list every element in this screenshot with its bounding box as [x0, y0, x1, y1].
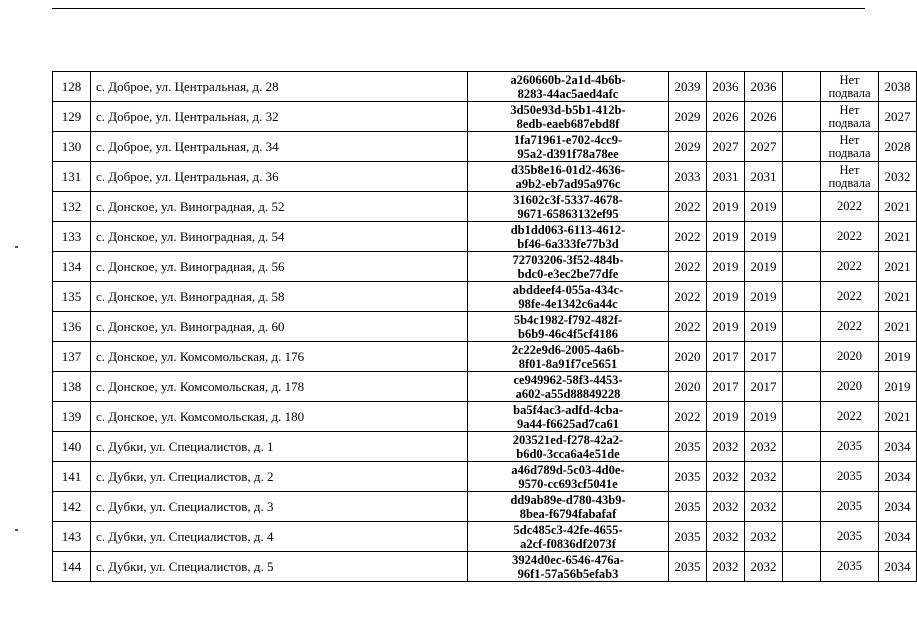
year-cell: 2021 [879, 222, 917, 252]
table-row [53, 282, 917, 312]
empty-cell [783, 522, 821, 552]
guid-cell [468, 132, 669, 162]
guid-cell-line: bdc0-e3ec2be77dfe [517, 266, 619, 281]
guid-cell-line: abddeef4-055a-434c- [512, 282, 624, 297]
year-cell: 2032 [707, 432, 745, 462]
row-number: 135 [53, 282, 91, 312]
row-number: 131 [53, 162, 91, 192]
year-cell: 2034 [879, 522, 917, 552]
guid-cell-line: a602-a55d88849228 [515, 386, 621, 401]
guid-cell-line: db1dd063-6113-4612- [510, 222, 626, 237]
address-cell: с. Дубки, ул. Специалистов, д. 1 [91, 432, 468, 462]
basement-cell-line: 2035 [837, 469, 862, 483]
row-number: 139 [53, 402, 91, 432]
empty-cell [783, 372, 821, 402]
year-cell: 2021 [879, 312, 917, 342]
basement-cell-line: 2035 [837, 439, 862, 453]
year-cell: 2019 [745, 222, 783, 252]
margin-mark [15, 246, 18, 248]
guid-cell [468, 282, 669, 312]
address-cell: с. Донское, ул. Комсомольская, д. 178 [91, 372, 468, 402]
empty-cell [783, 312, 821, 342]
empty-cell [783, 492, 821, 522]
empty-cell [783, 102, 821, 132]
guid-cell [468, 312, 669, 342]
year-cell: 2017 [707, 372, 745, 402]
basement-cell-line: 2022 [837, 229, 862, 243]
year-cell: 2032 [745, 432, 783, 462]
basement-cell [821, 252, 879, 282]
row-number: 140 [53, 432, 91, 462]
margin-mark [15, 529, 18, 531]
year-cell: 2034 [879, 492, 917, 522]
row-number: 128 [53, 72, 91, 102]
year-cell: 2019 [879, 342, 917, 372]
guid-cell-line: 5b4c1982-f792-482f- [513, 312, 623, 327]
year-cell: 2019 [707, 192, 745, 222]
guid-cell [468, 522, 669, 552]
year-cell: 2019 [707, 402, 745, 432]
guid-cell [468, 492, 669, 522]
empty-cell [783, 342, 821, 372]
basement-cell [821, 372, 879, 402]
year-cell: 2035 [669, 522, 707, 552]
guid-cell-line: a2cf-f0836df2073f [520, 536, 616, 551]
guid-cell-line: 98fe-4e1342c6a44c [518, 296, 618, 311]
year-cell: 2032 [745, 552, 783, 582]
guid-cell-line: 1fa71961-e702-4cc9- [513, 132, 623, 147]
address-cell: с. Доброе, ул. Центральная, д. 36 [91, 162, 468, 192]
year-cell: 2019 [745, 402, 783, 432]
guid-cell-line: b6d0-3cca6a4e51de [516, 446, 620, 461]
row-number: 141 [53, 462, 91, 492]
year-cell: 2022 [669, 282, 707, 312]
table-row [53, 252, 917, 282]
year-cell: 2039 [669, 72, 707, 102]
year-cell: 2036 [707, 72, 745, 102]
guid-cell [468, 552, 669, 582]
year-cell: 2032 [745, 492, 783, 522]
year-cell: 2027 [707, 132, 745, 162]
guid-cell-line: ce949962-58f3-4453- [513, 372, 623, 387]
year-cell: 2019 [879, 372, 917, 402]
guid-cell-line: a260660b-2a1d-4b6b- [510, 72, 626, 87]
guid-cell [468, 432, 669, 462]
guid-cell-line: bf46-6a333fe77b3d [517, 236, 619, 251]
empty-cell [783, 282, 821, 312]
basement-cell-line: Нет [839, 162, 860, 177]
basement-cell-line: 2022 [837, 289, 862, 303]
row-number: 144 [53, 552, 91, 582]
empty-cell [783, 132, 821, 162]
address-cell: с. Донское, ул. Виноградная, д. 54 [91, 222, 468, 252]
year-cell: 2028 [879, 132, 917, 162]
guid-cell [468, 102, 669, 132]
guid-cell [468, 192, 669, 222]
empty-cell [783, 252, 821, 282]
basement-cell-line: подвала [828, 85, 871, 100]
row-number: 143 [53, 522, 91, 552]
year-cell: 2022 [669, 222, 707, 252]
table-row [53, 222, 917, 252]
year-cell: 2026 [707, 102, 745, 132]
year-cell: 2035 [669, 492, 707, 522]
basement-cell-line: 2035 [837, 559, 862, 573]
guid-cell-line: a9b2-eb7ad95a976c [515, 176, 621, 191]
year-cell: 2034 [879, 462, 917, 492]
basement-cell-line: 2022 [837, 409, 862, 423]
year-cell: 2032 [707, 522, 745, 552]
year-cell: 2032 [879, 162, 917, 192]
year-cell: 2035 [669, 462, 707, 492]
basement-cell-line: Нет [839, 72, 860, 87]
guid-cell-line: b6b9-46c4f5cf4186 [518, 326, 618, 341]
guid-cell-line: 72703206-3f52-484b- [512, 252, 624, 267]
year-cell: 2033 [669, 162, 707, 192]
year-cell: 2026 [745, 102, 783, 132]
table-row [53, 162, 917, 192]
basement-cell-line: подвала [828, 145, 871, 160]
guid-cell-line: 8edb-eaeb687ebd8f [516, 116, 620, 131]
table-row [53, 342, 917, 372]
year-cell: 2019 [707, 222, 745, 252]
year-cell: 2017 [707, 342, 745, 372]
year-cell: 2019 [745, 192, 783, 222]
empty-cell [783, 72, 821, 102]
guid-cell-line: 31602c3f-5337-4678- [513, 192, 623, 207]
guid-cell-line: 9671-65863132ef95 [517, 206, 619, 221]
guid-cell-line: ba5f4ac3-adfd-4cba- [513, 402, 623, 417]
guid-cell [468, 402, 669, 432]
table-row [53, 552, 917, 582]
housing-table [52, 71, 917, 582]
year-cell: 2019 [707, 282, 745, 312]
year-cell: 2035 [669, 552, 707, 582]
empty-cell [783, 162, 821, 192]
basement-cell [821, 102, 879, 132]
address-cell: с. Доброе, ул. Центральная, д. 28 [91, 72, 468, 102]
guid-cell-line: 9a44-f6625ad7ca61 [516, 416, 620, 431]
basement-cell-line: подвала [828, 175, 871, 190]
year-cell: 2036 [745, 72, 783, 102]
year-cell: 2021 [879, 252, 917, 282]
guid-cell-line: 3d50e93d-b5b1-412b- [510, 102, 626, 117]
guid-cell-line: a46d789d-5c03-4d0e- [511, 462, 625, 477]
table-row [53, 132, 917, 162]
guid-cell-line: d35b8e16-01d2-4636- [511, 162, 625, 177]
year-cell: 2029 [669, 132, 707, 162]
year-cell: 2017 [745, 372, 783, 402]
basement-cell [821, 492, 879, 522]
guid-cell-line: dd9ab89e-d780-43b9- [510, 492, 626, 507]
year-cell: 2022 [669, 312, 707, 342]
guid-cell-line: 95a2-d391f78a78ee [517, 146, 619, 161]
year-cell: 2022 [669, 192, 707, 222]
top-rule [52, 8, 865, 9]
basement-cell [821, 432, 879, 462]
basement-cell [821, 162, 879, 192]
address-cell: с. Донское, ул. Комсомольская, д. 180 [91, 402, 468, 432]
guid-cell [468, 162, 669, 192]
basement-cell-line: 2035 [837, 499, 862, 513]
address-cell: с. Дубки, ул. Специалистов, д. 5 [91, 552, 468, 582]
year-cell: 2022 [669, 252, 707, 282]
address-cell: с. Доброе, ул. Центральная, д. 32 [91, 102, 468, 132]
guid-cell [468, 462, 669, 492]
address-cell: с. Дубки, ул. Специалистов, д. 2 [91, 462, 468, 492]
guid-cell-line: 9570-cc693cf5041e [518, 476, 618, 491]
year-cell: 2032 [745, 522, 783, 552]
row-number: 137 [53, 342, 91, 372]
guid-cell-line: 96f1-57a56b5efab3 [517, 566, 619, 581]
guid-cell [468, 372, 669, 402]
address-cell: с. Донское, ул. Виноградная, д. 60 [91, 312, 468, 342]
year-cell: 2032 [745, 462, 783, 492]
empty-cell [783, 222, 821, 252]
year-cell: 2031 [745, 162, 783, 192]
year-cell: 2032 [707, 462, 745, 492]
address-cell: с. Донское, ул. Виноградная, д. 58 [91, 282, 468, 312]
guid-cell [468, 252, 669, 282]
year-cell: 2038 [879, 72, 917, 102]
basement-cell [821, 192, 879, 222]
year-cell: 2019 [707, 252, 745, 282]
year-cell: 2031 [707, 162, 745, 192]
empty-cell [783, 462, 821, 492]
basement-cell [821, 342, 879, 372]
table-row [53, 102, 917, 132]
address-cell: с. Донское, ул. Виноградная, д. 56 [91, 252, 468, 282]
empty-cell [783, 552, 821, 582]
row-number: 130 [53, 132, 91, 162]
year-cell: 2020 [669, 342, 707, 372]
year-cell: 2019 [745, 312, 783, 342]
basement-cell-line: 2035 [837, 529, 862, 543]
basement-cell-line: 2020 [837, 379, 862, 393]
year-cell: 2022 [669, 402, 707, 432]
row-number: 136 [53, 312, 91, 342]
year-cell: 2017 [745, 342, 783, 372]
year-cell: 2032 [707, 492, 745, 522]
address-cell: с. Дубки, ул. Специалистов, д. 3 [91, 492, 468, 522]
guid-cell-line: 2c22e9d6-2005-4a6b- [511, 342, 625, 357]
basement-cell [821, 552, 879, 582]
year-cell: 2035 [669, 432, 707, 462]
guid-cell-line: 8f01-8a91f7ce5651 [518, 356, 618, 371]
guid-cell-line: 5dc485c3-42fe-4655- [513, 522, 623, 537]
basement-cell [821, 312, 879, 342]
address-cell: с. Донское, ул. Виноградная, д. 52 [91, 192, 468, 222]
basement-cell [821, 132, 879, 162]
year-cell: 2032 [707, 552, 745, 582]
row-number: 142 [53, 492, 91, 522]
year-cell: 2021 [879, 402, 917, 432]
basement-cell-line: 2022 [837, 319, 862, 333]
year-cell: 2027 [745, 132, 783, 162]
table-row [53, 192, 917, 222]
guid-cell-line: 8bea-f6794fabafaf [519, 506, 617, 521]
year-cell: 2020 [669, 372, 707, 402]
table-row [53, 492, 917, 522]
empty-cell [783, 402, 821, 432]
table-row [53, 372, 917, 402]
year-cell: 2019 [745, 252, 783, 282]
basement-cell-line: 2020 [837, 349, 862, 363]
guid-cell [468, 342, 669, 372]
row-number: 133 [53, 222, 91, 252]
row-number: 134 [53, 252, 91, 282]
table-row [53, 522, 917, 552]
row-number: 132 [53, 192, 91, 222]
year-cell: 2019 [745, 282, 783, 312]
guid-cell-line: 3924d0ec-6546-476a- [512, 552, 624, 567]
year-cell: 2029 [669, 102, 707, 132]
table-row [53, 402, 917, 432]
year-cell: 2019 [707, 312, 745, 342]
basement-cell [821, 282, 879, 312]
row-number: 129 [53, 102, 91, 132]
year-cell: 2021 [879, 192, 917, 222]
guid-cell [468, 72, 669, 102]
basement-cell-line: Нет [839, 132, 860, 147]
basement-cell [821, 402, 879, 432]
basement-cell-line: подвала [828, 115, 871, 130]
table-body [53, 72, 917, 582]
address-cell: с. Донское, ул. Комсомольская, д. 176 [91, 342, 468, 372]
year-cell: 2027 [879, 102, 917, 132]
guid-cell-line: 8283-44ac5aed4afc [517, 86, 619, 101]
basement-cell [821, 462, 879, 492]
basement-cell [821, 222, 879, 252]
table-row [53, 72, 917, 102]
year-cell: 2034 [879, 552, 917, 582]
guid-cell [468, 222, 669, 252]
empty-cell [783, 192, 821, 222]
year-cell: 2021 [879, 282, 917, 312]
table-row [53, 462, 917, 492]
table-row [53, 312, 917, 342]
year-cell: 2034 [879, 432, 917, 462]
basement-cell-line: 2022 [837, 199, 862, 213]
table-row [53, 432, 917, 462]
basement-cell-line: 2022 [837, 259, 862, 273]
basement-cell [821, 72, 879, 102]
empty-cell [783, 432, 821, 462]
basement-cell-line: Нет [839, 102, 860, 117]
address-cell: с. Дубки, ул. Специалистов, д. 4 [91, 522, 468, 552]
guid-cell-line: 203521ed-f278-42a2- [512, 432, 624, 447]
basement-cell [821, 522, 879, 552]
address-cell: с. Доброе, ул. Центральная, д. 34 [91, 132, 468, 162]
row-number: 138 [53, 372, 91, 402]
